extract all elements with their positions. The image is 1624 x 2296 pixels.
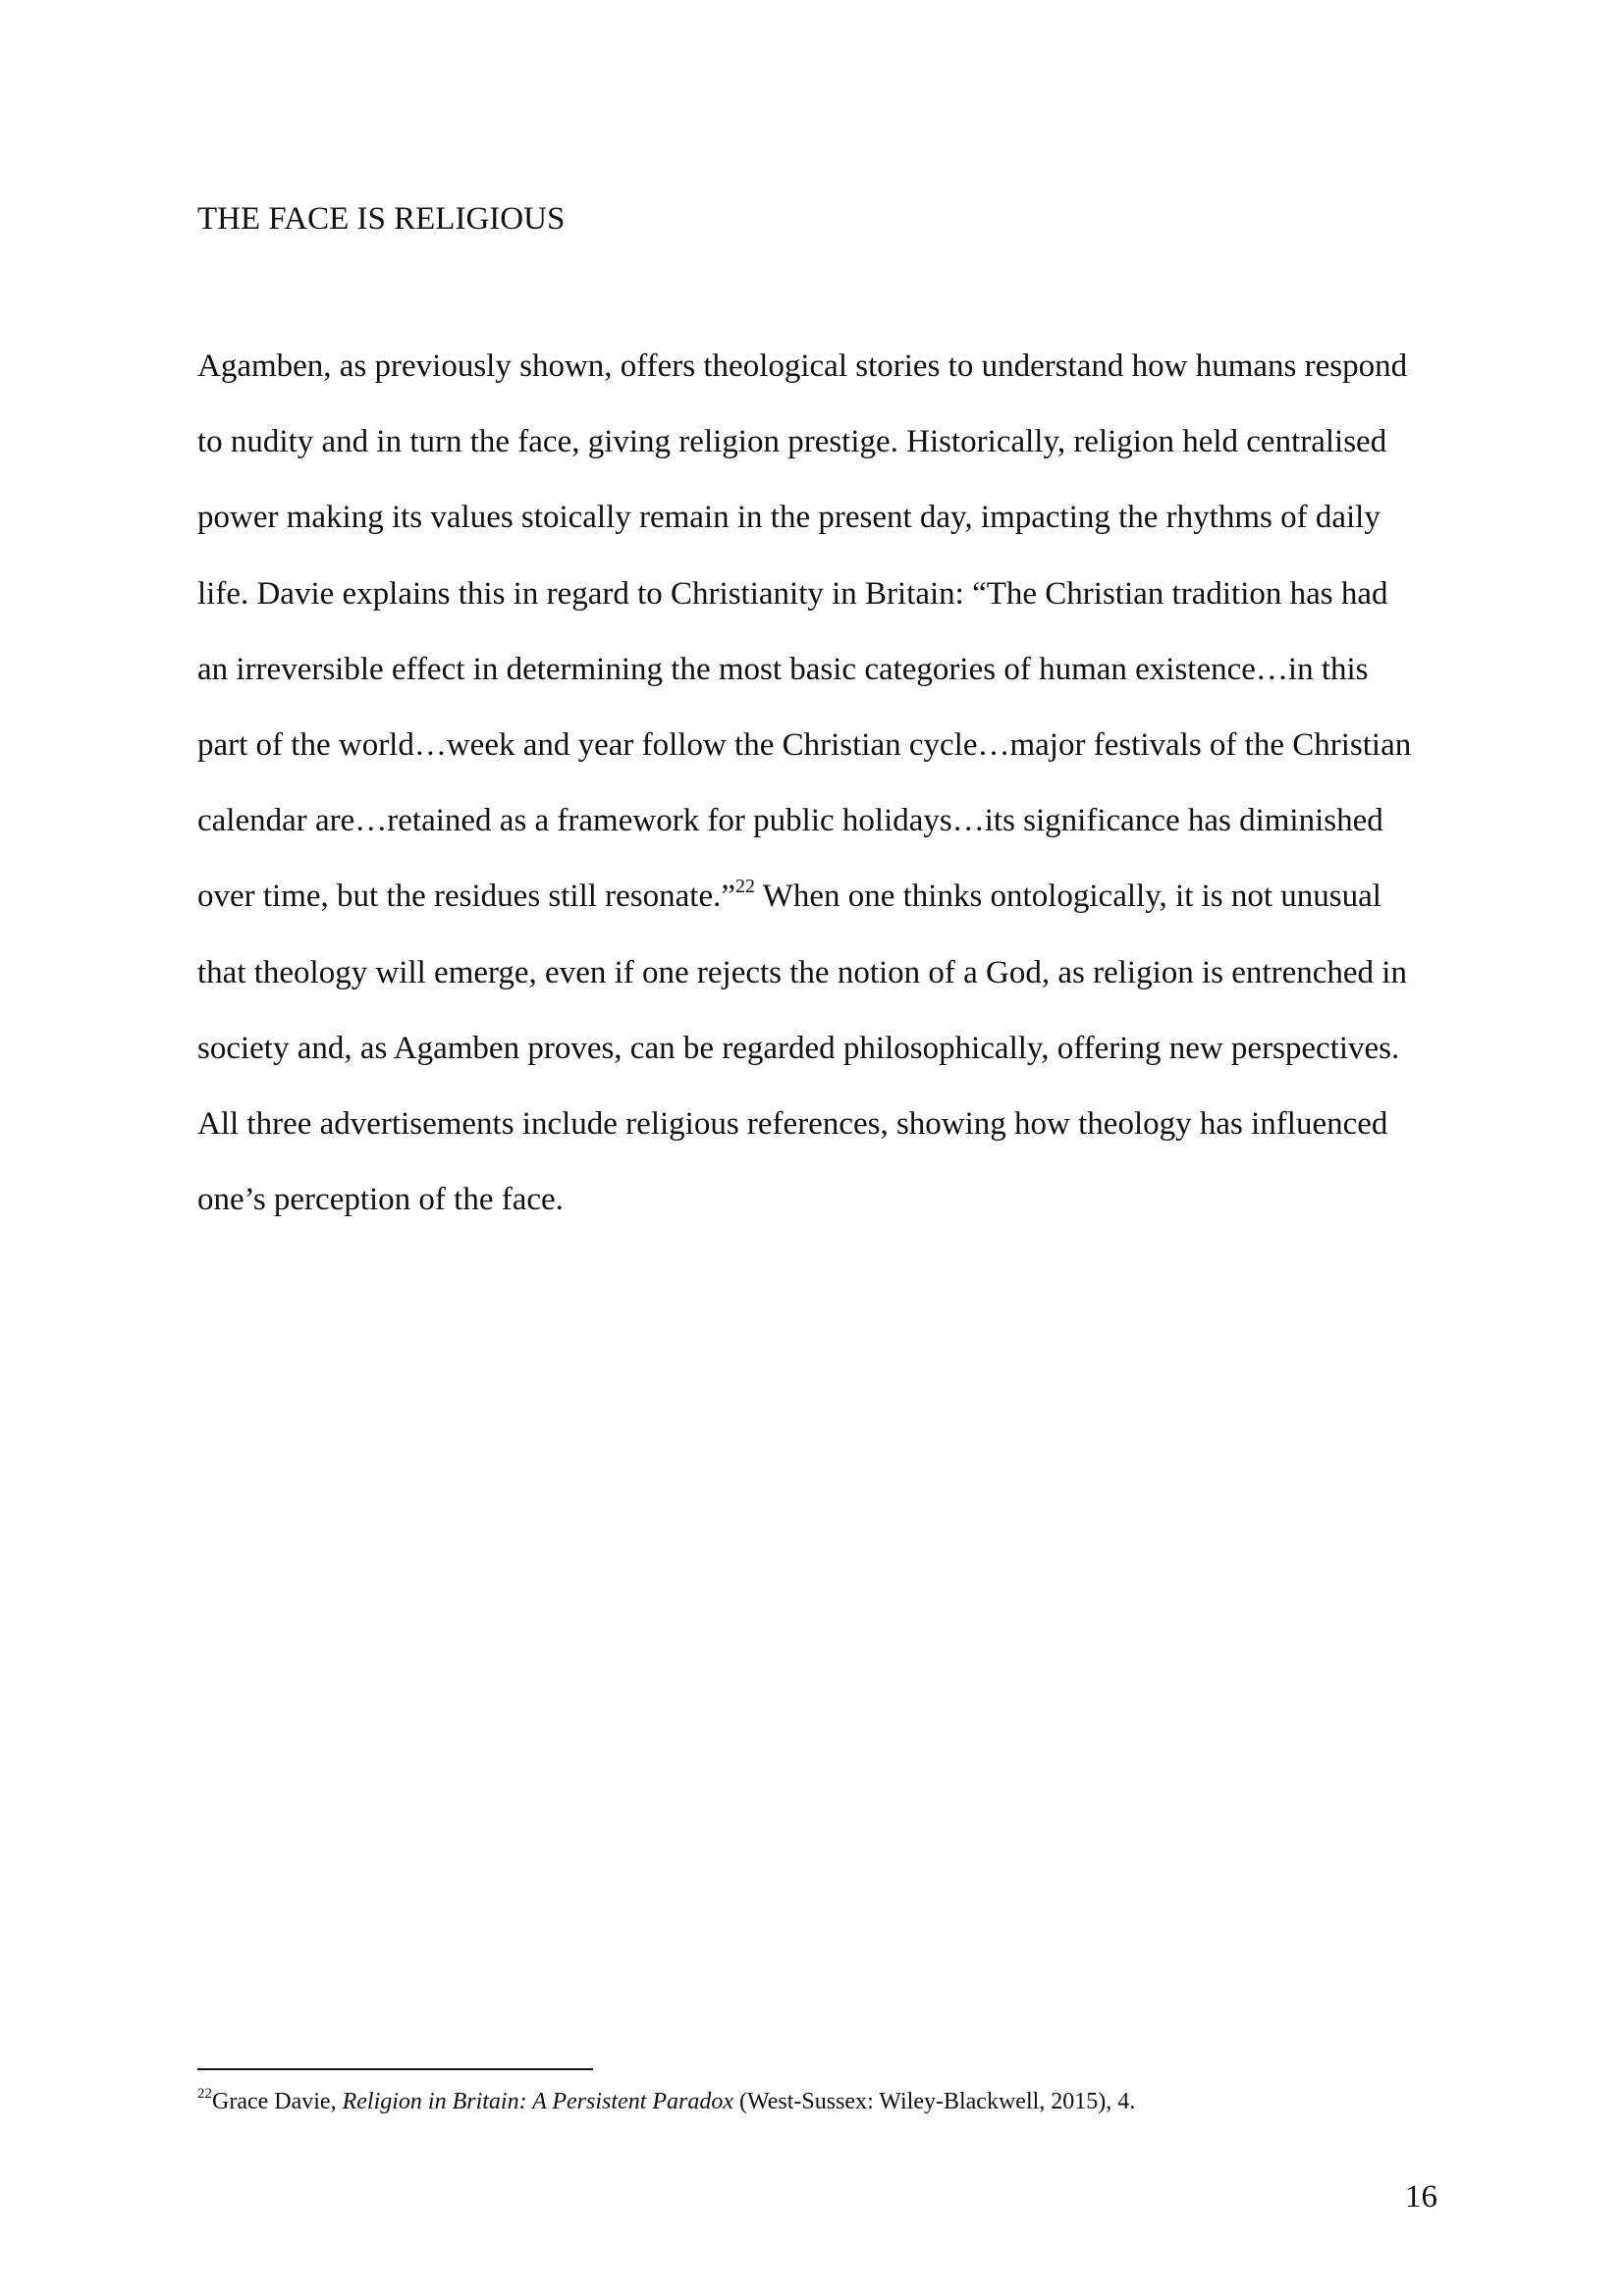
- line-continuation-text: When one thinks ontologically, it is not unusual: [755, 879, 1381, 915]
- paragraph-line: society and, as Agamben proves, can be regarded philosophically, offering new perspectives.: [197, 1030, 1400, 1066]
- footnote-author: Grace Davie,: [212, 2089, 343, 2114]
- paragraph-line-with-footnote: [197, 874, 1464, 949]
- paragraph-line: one’s perception of the face.: [197, 1182, 564, 1218]
- paragraph-line: part of the world…week and year follow the Christian cycle…major festivals of the Christian: [197, 726, 1412, 763]
- page-number: 16: [1405, 2179, 1437, 2215]
- footnote-number: 22: [197, 2086, 212, 2102]
- paragraph-line: to nudity and in turn the face, giving religion prestige. Historically, religion held centralised: [197, 424, 1387, 460]
- paragraph-line: All three advertisements include religious references, showing how theology has influenced: [197, 1105, 1388, 1142]
- paragraph-line: calendar are…retained as a framework for public holidays…its significance has diminished: [197, 803, 1383, 839]
- body-paragraph: [197, 344, 1464, 1253]
- footnote-reference[interactable]: 22: [735, 876, 756, 898]
- section-heading: THE FACE IS RELIGIOUS: [197, 201, 566, 237]
- footnote-title: Religion in Britain: A Persistent Paradox: [342, 2089, 734, 2114]
- paragraph-line: life. Davie explains this in regard to Christianity in Britain: “The Christian tradition has had: [197, 575, 1388, 612]
- paragraph-line: Agamben, as previously shown, offers theological stories to understand how humans respond: [197, 348, 1408, 384]
- footnote-separator: [197, 2068, 593, 2070]
- footnote-publication-info: (West-Sussex: Wiley-Blackwell, 2015), 4.: [733, 2089, 1136, 2114]
- paragraph-line: power making its values stoically remain in the present day, impacting the rhythms of daily: [197, 500, 1380, 536]
- quote-end-text: over time, but the residues still resonate.”: [197, 879, 736, 915]
- footnote: [197, 2086, 1135, 2117]
- paragraph-line: an irreversible effect in determining the most basic categories of human existence…in this: [197, 651, 1369, 687]
- paragraph-line: that theology will emerge, even if one rejects the notion of a God, as religion is entrenched in: [197, 954, 1407, 990]
